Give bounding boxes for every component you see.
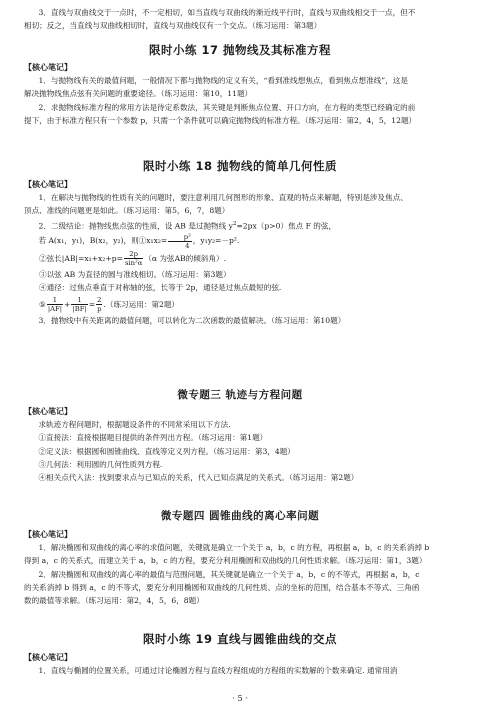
micro-topic-4-body <box>24 528 456 607</box>
m3-item-2: ②定义法：根据圆和圆锥曲线、直线等定义列方程。（练习运用：第3，4题） <box>38 446 295 456</box>
fraction-2-over-p <box>96 296 102 313</box>
s18-item-2 <box>24 250 456 268</box>
fraction-p2-over-4 <box>168 233 192 250</box>
frac-den: p <box>97 305 102 314</box>
m3-item-1: ①直接法：直接根据题目提供的条件列出方程。（练习运用：第1题） <box>38 433 268 443</box>
core-notes-label: 【核心笔记】 <box>24 180 72 189</box>
m4-p2-line-1: 2．解决椭圆和双曲线的离心率的最值与范围问题，其关键就是确立一个关于 a，b，c 的不等式，再根据 a，b，c <box>38 569 420 579</box>
m4-p1-line-1: 1．解决椭圆和双曲线的离心率的求值问题，关键就是确立一个关于 a，b，c 的方程，再根据 a，b，c 的关系消掉 b <box>38 543 430 552</box>
item2-text-2: （α 为弦AB的倾斜角）. <box>144 253 227 263</box>
core-notes-label: 【核心笔记】 <box>24 63 72 72</box>
s17-p1-line-1: 1．与抛物线有关的最值问题，一般情况下都与抛物线的定义有关，“看到准线想焦点，看到焦点想准线”，这是 <box>38 76 408 85</box>
s18-p1-line-2: 顶点、准线的问题更是如此。（练习运用：第5，6，7，8题） <box>24 206 230 216</box>
micro-topic-4-title: 微专题四 圆锥曲线的离心率问题 <box>160 510 320 522</box>
frac-num: 2 <box>97 296 102 305</box>
equals-sign: = <box>88 299 96 309</box>
section-19-title: 限时小练 19 直线与圆锥曲线的交点 <box>142 632 337 646</box>
frac-num: p² <box>168 233 192 242</box>
item5-marker: ⑤ <box>39 299 46 309</box>
page-number: · 5 · <box>232 694 248 703</box>
item2-text: ②弦长|AB|=x₁+x₂+p= <box>39 253 123 263</box>
frac-den: 4 <box>185 241 190 250</box>
section-19-body <box>24 651 456 677</box>
m4-p1-line-2: 得到 a，c 的关系式，而建立关于 a，b，c 的方程，要充分利用椭圆和双曲线的几何性质求解。（练习运用：第1，3题） <box>24 556 427 566</box>
section-17-title: 限时小练 17 抛物线及其标准方程 <box>148 43 331 57</box>
s18-p1-line-1: 1．在解决与抛物线的性质有关的问题时，要注意利用几何图形的形象、直观的特点来解题，特别是涉及焦点、 <box>38 193 408 202</box>
s18-p2-text-2: =2px（p>0）焦点 F 的弦， <box>236 221 337 231</box>
item5-text: .（练习运用：第2题） <box>103 299 180 309</box>
fraction-1-over-bf <box>71 296 87 313</box>
s18-item-4: ④通径：过焦点垂直于对称轴的弦，长等于 2p，通径是过焦点最短的弦. <box>39 283 282 293</box>
frac-den: |AF| <box>47 305 63 314</box>
s18-p2-text: 2．二级结论：抛物线焦点弦的性质，设 AB 是过抛物线 y <box>38 221 233 231</box>
core-notes-label: 【核心笔记】 <box>24 407 72 416</box>
m3-item-4: ④相关点代入法：找到要求点与已知点的关系，代入已知点满足的关系式。（练习运用：第2题） <box>38 473 359 483</box>
micro-topic-4 <box>24 508 456 523</box>
frac-num: 1 <box>71 296 87 305</box>
core-notes-label: 【核心笔记】 <box>24 530 72 539</box>
s18-p3: 3．抛物线中有关距离的最值问题，可以转化为二次函数的最值解决。（练习运用：第10题） <box>38 315 346 325</box>
plus-sign: + <box>64 299 71 309</box>
s17-p2-line-2: 提下，由于标准方程只有一个参数 p，只需一个条件就可以确定抛物线的标准方程。（练习运用：第2，4，5，12题） <box>24 115 417 125</box>
micro-topic-3 <box>24 387 456 402</box>
s17-p1-line-2: 解决抛物线焦点弦有关问题的重要途径。（练习运用：第10，11题） <box>24 89 253 99</box>
section-18-body <box>24 178 456 327</box>
frac-den: |BF| <box>72 305 87 314</box>
frac-num: 2p <box>124 250 143 259</box>
s19-p1-line-1: 1．直线与椭圆的位置关系，可通过讨论椭圆方程与直线方程组成的方程组的实数解的个数来确定. 通常用消 <box>38 666 398 675</box>
fraction-1-over-af <box>47 296 63 313</box>
s18-item-3: ③以弦 AB 为直径的圆与准线相切。（练习运用：第3题） <box>39 269 231 279</box>
s17-p2-line-1: 2．求抛物线标准方程的常用方法是待定系数法，其关键是判断焦点位置、开口方向，在方程的类型已经确定的前 <box>38 102 416 112</box>
s18-p2-line-1 <box>24 218 456 233</box>
m4-p2-line-2: 的关系消掉 b 得到 a，c 的不等式，要充分利用椭圆和双曲线的几何性质、点的坐标的范围，结合基本不等式、三角函 <box>24 582 420 592</box>
section-18-title: 限时小练 18 抛物线的简单几何性质 <box>142 159 337 173</box>
micro-topic-3-title: 微专题三 轨迹与方程问题 <box>177 389 303 401</box>
s18-text-b: ₁，y₁)，B(x₂，y₂)，则①x₁x₂= <box>61 236 168 246</box>
m3-item-3: ③几何法：利用圆的几何性质列方程. <box>38 459 163 469</box>
fraction-2p-over-sin2a <box>124 250 143 267</box>
m4-p2-line-3: 数的最值等求解。（练习运用：第2，4，5，6，8题） <box>24 596 204 606</box>
s18-item-5 <box>24 295 456 314</box>
s18-p2-line-2 <box>24 232 456 250</box>
micro-topic-3-body <box>24 405 456 484</box>
frac-den: sin²α <box>124 259 143 268</box>
core-notes-label: 【核心笔记】 <box>24 653 72 662</box>
intro-block <box>24 6 456 33</box>
s18-text-a: 若 A(x <box>38 236 62 246</box>
intro-line-1: 3．直线与双曲线交于一点时，不一定相切，如当直线与双曲线的渐近线平行时，直线与双曲线相交于一点，但不 <box>38 8 416 17</box>
section-18 <box>24 158 456 174</box>
intro-line-2: 相切；反之，当直线与双曲线相切时，直线与双曲线仅有一个交点。（练习运用：第3题） <box>24 21 322 31</box>
m3-intro: 求轨迹方程问题时，根据题设条件的不同常采用以下方法. <box>38 420 231 429</box>
section-17-body <box>24 61 456 127</box>
s18-p2-sup: 2 <box>232 220 237 227</box>
section-17 <box>24 42 456 58</box>
section-19 <box>24 631 456 647</box>
frac-num: 1 <box>47 296 63 305</box>
s18-text-c: ，y₁y₂=－p². <box>192 236 240 246</box>
